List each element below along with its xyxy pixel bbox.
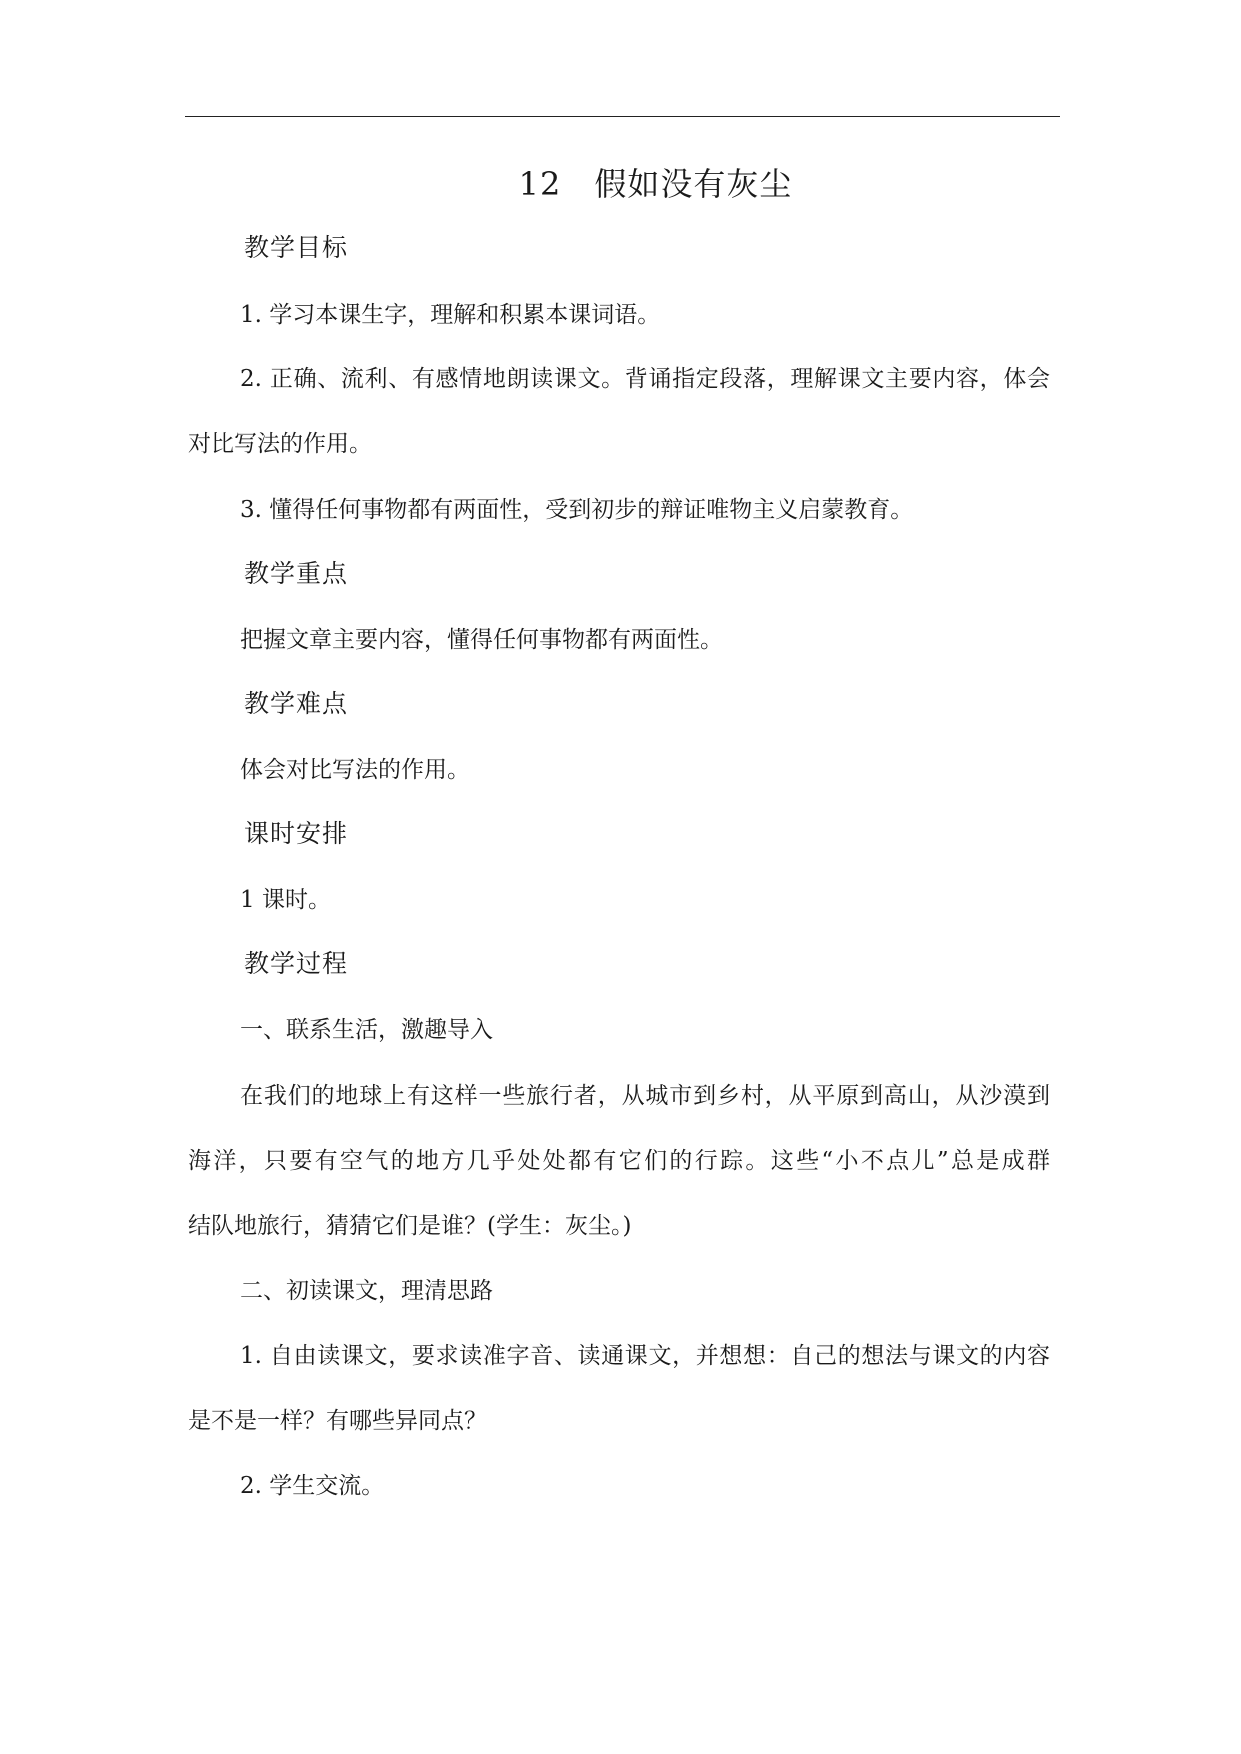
section-heading-schedule: 课时安排	[244, 819, 349, 848]
section-heading-process: 教学过程	[244, 949, 349, 978]
step-1-heading: 一、联系生活，激趣导入	[240, 1017, 493, 1043]
step-1-paragraph-line-1: 在我们的地球上有这样一些旅行者，从城市到乡村，从平原到高山，从沙漠到	[240, 1083, 1050, 1109]
goal-item-3: 3. 懂得任何事物都有两面性，受到初步的辩证唯物主义启蒙教育。	[240, 497, 914, 523]
goal-item-2-line-2: 对比写法的作用。	[188, 431, 372, 457]
key-points-text: 把握文章主要内容，懂得任何事物都有两面性。	[240, 627, 723, 653]
section-heading-goals: 教学目标	[244, 233, 349, 262]
goal-item-2-line-1: 2. 正确、流利、有感情地朗读课文。背诵指定段落，理解课文主要内容，体会	[240, 366, 1050, 392]
step-2-item-1-line-2: 是不是一样？有哪些异同点？	[188, 1408, 487, 1434]
step-1-paragraph-line-3: 结队地旅行，猜猜它们是谁？(学生：灰尘。)	[188, 1213, 632, 1239]
difficulties-text: 体会对比写法的作用。	[240, 757, 470, 783]
step-2-item-1-line-1: 1. 自由读课文，要求读准字音、读通课文，并想想：自己的想法与课文的内容	[240, 1343, 1050, 1369]
header-rule	[185, 116, 1060, 117]
section-heading-key-points: 教学重点	[244, 559, 349, 588]
step-2-heading: 二、初读课文，理清思路	[240, 1278, 493, 1304]
step-2-item-2: 2. 学生交流。	[240, 1473, 385, 1499]
step-1-paragraph-line-2: 海洋，只要有空气的地方几乎处处都有它们的行踪。这些“小不点儿”总是成群	[188, 1148, 1050, 1174]
section-heading-difficulties: 教学难点	[244, 689, 349, 718]
lesson-title: 12 假如没有灰尘	[518, 165, 793, 203]
schedule-text: 1 课时。	[240, 887, 331, 913]
goal-item-1: 1. 学习本课生字，理解和积累本课词语。	[240, 302, 661, 328]
